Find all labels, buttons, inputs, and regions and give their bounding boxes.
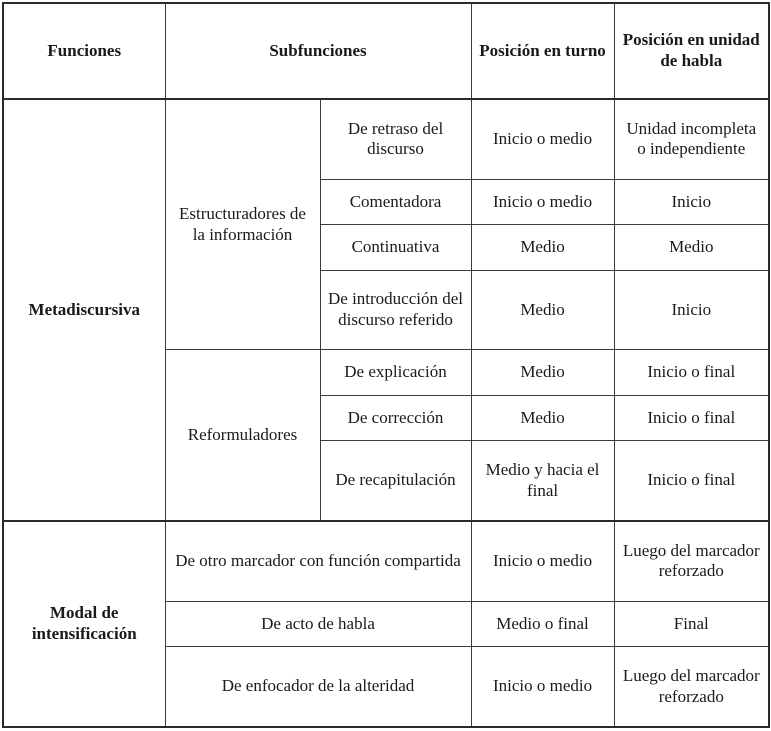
- position-unidad: Final: [614, 601, 769, 646]
- position-turno: Medio: [471, 270, 614, 349]
- subfunction-group-estructuradores: Estructuradores de la información: [165, 99, 320, 350]
- header-row: [3, 3, 769, 99]
- subfunction-detail: De recapitulación: [320, 441, 471, 521]
- subfunction-detail: Continuativa: [320, 225, 471, 270]
- table-row: [3, 521, 769, 601]
- position-turno: Inicio o medio: [471, 647, 614, 727]
- position-unidad: Luego del marcador reforzado: [614, 521, 769, 601]
- position-unidad: Inicio o final: [614, 441, 769, 521]
- position-unidad: Luego del marcador reforzado: [614, 647, 769, 727]
- subfunction-group-reformuladores: Reformuladores: [165, 350, 320, 521]
- position-turno: Inicio o medio: [471, 179, 614, 224]
- position-turno: Inicio o medio: [471, 521, 614, 601]
- subfunction-detail: De corrección: [320, 395, 471, 440]
- subfunction-detail: De introducción del discurso referido: [320, 270, 471, 349]
- subfunction-detail: Comentadora: [320, 179, 471, 224]
- subfunction-detail: De enfocador de la alteridad: [165, 647, 471, 727]
- position-unidad: Unidad incompleta o independiente: [614, 99, 769, 179]
- subfunction-detail: De otro marcador con función compartida: [165, 521, 471, 601]
- position-turno: Medio: [471, 395, 614, 440]
- position-unidad: Inicio o final: [614, 395, 769, 440]
- table-header: [3, 3, 769, 99]
- column-header-subfunciones: Subfunciones: [165, 3, 471, 99]
- position-turno: Medio o final: [471, 601, 614, 646]
- functions-table: [2, 2, 770, 728]
- function-cell-metadiscursiva: Metadiscursiva: [3, 99, 165, 521]
- position-unidad: Inicio: [614, 179, 769, 224]
- position-turno: Medio: [471, 350, 614, 395]
- table-row: [3, 99, 769, 179]
- position-turno: Medio: [471, 225, 614, 270]
- position-unidad: Inicio: [614, 270, 769, 349]
- column-header-posicion-unidad-habla: Posición en unidad de habla: [614, 3, 769, 99]
- position-unidad: Inicio o final: [614, 350, 769, 395]
- position-unidad: Medio: [614, 225, 769, 270]
- position-turno: Medio y hacia el final: [471, 441, 614, 521]
- subfunction-detail: De acto de habla: [165, 601, 471, 646]
- position-turno: Inicio o medio: [471, 99, 614, 179]
- column-header-posicion-turno: Posición en turno: [471, 3, 614, 99]
- subfunction-detail: De retraso del discurso: [320, 99, 471, 179]
- subfunction-detail: De explicación: [320, 350, 471, 395]
- table-body: [3, 99, 769, 727]
- function-cell-modal-intensificacion: Modal de intensificación: [3, 521, 165, 727]
- column-header-funciones: Funciones: [3, 3, 165, 99]
